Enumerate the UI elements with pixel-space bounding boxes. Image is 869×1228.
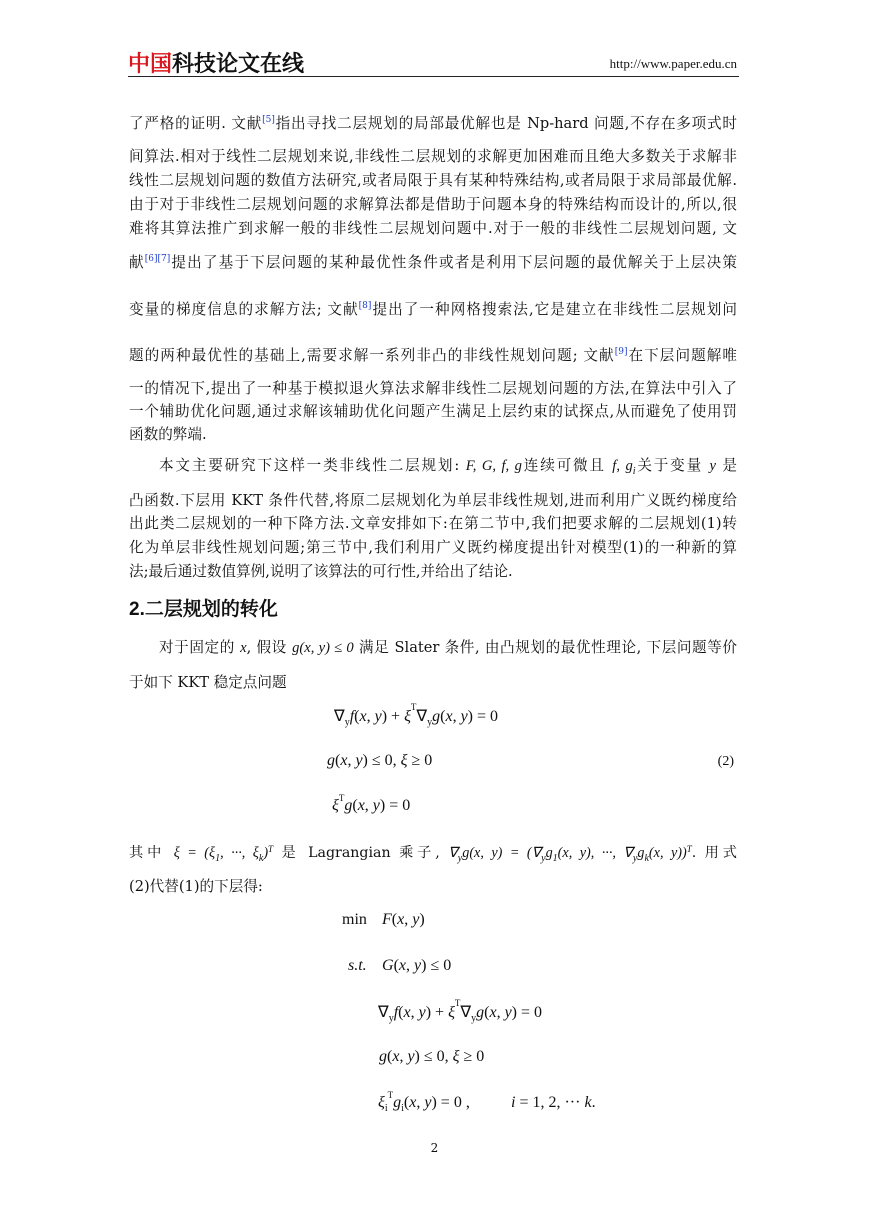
- line-text: 提出了基于下层问题的某种最优性条件或者是利用下层问题的最优解关于上层决策: [170, 254, 737, 271]
- line-text: 一的情况下,提出了一种基于模拟退火算法求解非线性二层规划问题的方法,在算法中引入了: [129, 380, 737, 397]
- p2-text-b: 连续可微且: [521, 457, 606, 474]
- journal-logo: [128, 47, 304, 78]
- line-text: 献: [129, 254, 145, 271]
- paragraph-4-line-2: (2)代替(1)的下层得:: [129, 878, 263, 895]
- model-index-range: i = 1, 2, ··· k.: [511, 1094, 596, 1111]
- header-rule: [128, 76, 739, 77]
- paragraph-1-line-10: [129, 402, 737, 422]
- model-constraint-4: $\xi_i^Tg_i(x$, y) = 0 ,: [378, 1090, 470, 1115]
- xi-definition: $\xi = (\xi_1$, ···, $\xi_k)^T$: [173, 844, 274, 864]
- citation-link[interactable]: [9]: [614, 347, 628, 357]
- p3-text-c: 满足 Slater 条件, 由凸规划的最优性理论, 下层问题等价: [358, 639, 738, 656]
- p2-text-d: 是: [722, 457, 737, 474]
- model-st: s.t.: [348, 957, 367, 974]
- p2-math-f-gi: f, $g_i$: [612, 458, 636, 477]
- line-text: 函数的弊端.: [129, 426, 207, 443]
- equation-2-line-3: $\xi^Tg(x$, y) = 0: [332, 793, 411, 814]
- p3-math-x: x: [240, 640, 247, 656]
- model-constraint-2: $\nabla_yf(x$, $y) + \xi^T\nabla_yg(x$, y) = 0: [378, 998, 543, 1025]
- p2-text-a: 本文主要研究下这样一类非线性二层规划:: [159, 457, 460, 474]
- model-constraint-3: g(x, y) ≤ 0, ξ ≥ 0: [379, 1048, 485, 1065]
- line-text: 在下层问题解唯: [627, 347, 737, 364]
- equation-2-line-1: $\nabla_yf(x$, $y) + \xi^T\nabla_yg(x$, y) = 0: [334, 702, 499, 729]
- paragraph-4-line-1: [129, 843, 737, 869]
- paragraph-1-line-6: [129, 253, 737, 273]
- model-constraint-1: G(x, y) ≤ 0: [382, 957, 452, 974]
- paragraph-2-line-3: 出此类二层规划的一种下降方法.文章安排如下:在第二节中,我们把要求解的二层规划(1)转: [129, 515, 737, 532]
- paragraph-1-line-1: [129, 114, 737, 134]
- citation-link[interactable]: [8]: [358, 301, 372, 311]
- paragraph-3-line-2: 于如下 KKT 稳定点问题: [129, 674, 287, 691]
- p2-math-functions: F, G, f, g: [465, 458, 522, 474]
- equation-2-line-2: g(x, y) ≤ 0, ξ ≥ 0: [327, 752, 433, 769]
- header-url[interactable]: http://www.paper.edu.cn: [609, 56, 737, 71]
- line-text: 间算法.相对于线性二层规划来说,非线性二层规划的求解更加困难而且绝大多数关于求解非: [129, 148, 737, 165]
- p3-math-cond: g(x, y) ≤ 0: [292, 640, 354, 656]
- citation-link[interactable]: [6][7]: [144, 254, 171, 264]
- p4-text-b: 是 Lagrangian 乘子,: [281, 845, 440, 861]
- paragraph-1-line-4: [129, 195, 737, 215]
- line-text: 了严格的证明. 文献: [129, 115, 263, 132]
- p4-text-a: 其中: [129, 845, 166, 861]
- paragraph-1-line-8: [129, 346, 737, 366]
- paragraph-1-line-2: [129, 147, 737, 167]
- model-min: min: [342, 911, 367, 928]
- line-text: 由于对于非线性二层规划问题的求解算法都是借助于问题本身的特殊结构而设计的,所以,很: [129, 196, 737, 213]
- line-text: 一个辅助优化问题,通过求解该辅助优化问题产生满足上层约束的试探点,从而避免了使用罚: [129, 403, 737, 420]
- paragraph-2-line-5: 法;最后通过数值算例,说明了该算法的可行性,并给出了结论.: [129, 563, 513, 580]
- paragraph-3-line-1: [129, 638, 737, 658]
- paragraph-1-line-3: [129, 171, 737, 191]
- line-text: 线性二层规划问题的数值方法研究,或者局限于具有某种特殊结构,或者局限于求局部最优解.: [129, 172, 737, 189]
- paragraph-1-line-5: [129, 219, 737, 239]
- logo-black-text: 科技论文在线: [172, 52, 305, 77]
- equation-2-number: (2): [717, 754, 734, 769]
- line-text: 提出了一种网格搜索法,它是建立在非线性二层规划问: [371, 301, 737, 318]
- line-text: 指出寻找二层规划的局部最优解也是 Np-hard 问题,不存在多项式时: [274, 115, 738, 132]
- paragraph-2-line-4: 化为单层非线性规划问题;第三节中,我们利用广义既约梯度提出针对模型(1)的一种新的算: [129, 539, 737, 556]
- p2-text-c: 关于变量: [635, 457, 703, 474]
- paragraph-2-line-1: [129, 456, 737, 482]
- p4-text-c: . 用式: [691, 845, 737, 861]
- p3-text-a: 对于固定的: [159, 639, 235, 656]
- paragraph-1-line-9: [129, 379, 737, 399]
- line-text: 难将其算法推广到求解一般的非线性二层规划问题中.对于一般的非线性二层规划问题, 文: [129, 220, 737, 237]
- line-text: 变量的梯度信息的求解方法; 文献: [129, 301, 359, 318]
- model-objective: F(x, y): [382, 911, 425, 928]
- paragraph-1-line-11: [129, 425, 737, 445]
- paragraph-1-line-7: [129, 300, 737, 320]
- page-number: 2: [430, 1141, 439, 1155]
- citation-link[interactable]: [5]: [262, 115, 275, 125]
- line-text: 题的两种最优性的基础上,需要求解一系列非凸的非线性规划问题; 文献: [129, 347, 615, 364]
- gradient-definition: $\nabla_yg(x$, $y) = (\nabla_yg_1(x$, y), ···, $\nabla_yg_k(x$, y))$^T$: [448, 844, 692, 864]
- section-title: 2.二层规划的转化: [129, 599, 278, 620]
- logo-red-text: 中国: [128, 52, 173, 77]
- paragraph-2-line-2: 凸函数.下层用 KKT 条件代替,将原二层规划化为单层非线性规划,进而利用广义既约梯度给: [129, 492, 737, 509]
- p2-math-y: y: [709, 458, 716, 474]
- p3-text-b: , 假设: [246, 639, 287, 656]
